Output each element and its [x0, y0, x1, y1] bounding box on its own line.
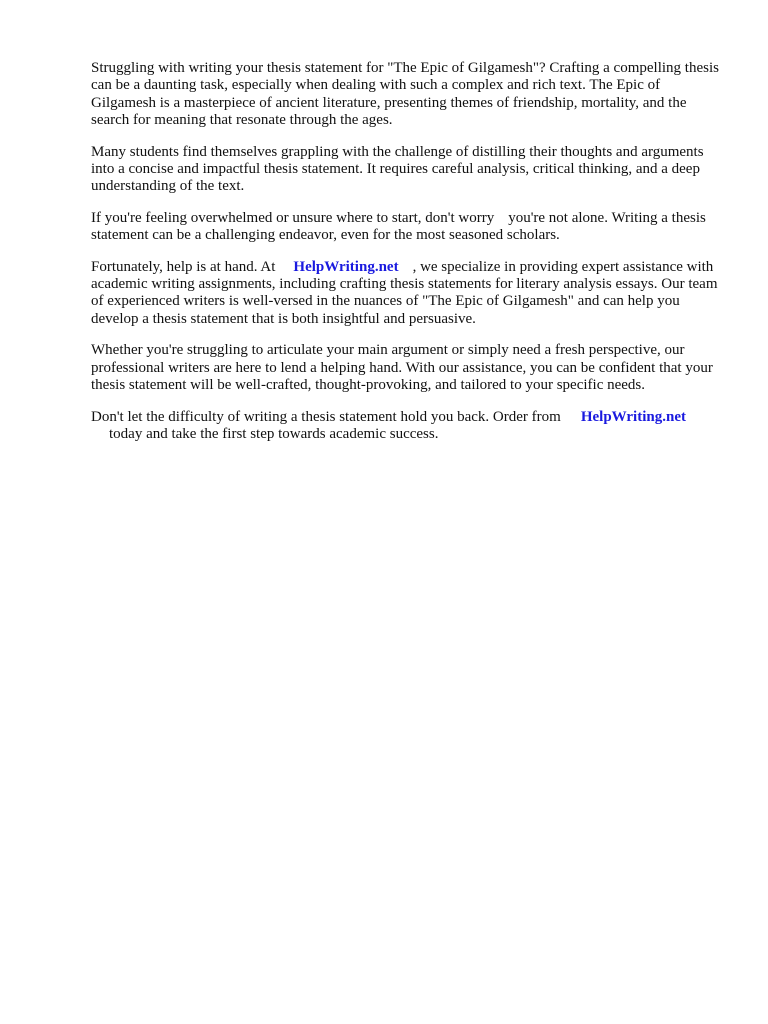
- paragraph-cta-text-b: today and take the first step towards academic success.: [109, 425, 439, 442]
- paragraph-service-text-a: Fortunately, help is at hand. At: [91, 258, 276, 275]
- paragraph-intro: [91, 60, 721, 130]
- paragraph-service: [91, 259, 721, 329]
- paragraph-service-text-b: , we specialize in providing expert assistance with academic writing assignments, including crafting thesis statements for literary analysis essays. Our team of experienced writers is well-versed in the nuances of "The Epic of Gilgamesh" and can help you develop a thesis statement that is both insightful and persuasive.: [91, 258, 718, 327]
- document-body: [91, 60, 721, 457]
- paragraph-reassurance-text-b: you're not alone. Writing a thesis statement can be a challenging endeavor, even for the most seasoned scholars.: [91, 209, 706, 244]
- paragraph-writers-text: Whether you're struggling to articulate your main argument or simply need a fresh perspective, our professional writers are here to lend a helping hand. With our assistance, you can be confident that your thesis statement will be well-crafted, thought-provoking, and tailored to your specific needs.: [91, 342, 713, 394]
- paragraph-cta-text-a: Don't let the difficulty of writing a thesis statement hold you back. Order from: [91, 408, 561, 425]
- paragraph-reassurance-text-a: If you're feeling overwhelmed or unsure where to start, don't worry: [91, 209, 495, 226]
- paragraph-intro-text: Struggling with writing your thesis statement for "The Epic of Gilgamesh"? Crafting a compelling thesis can be a daunting task, especially when dealing with such a complex and rich text. The Epic of Gilgamesh is a masterpiece of ancient literature, presenting themes of friendship, mortality, and the search for meaning that resonate through the ages.: [91, 60, 719, 129]
- paragraph-writers: [91, 342, 721, 394]
- paragraph-reassurance: [91, 210, 721, 245]
- helpwriting-link[interactable]: HelpWriting.net: [293, 258, 399, 275]
- paragraph-cta: [91, 409, 721, 444]
- paragraph-challenge: [91, 144, 721, 196]
- paragraph-challenge-text: Many students find themselves grappling with the challenge of distilling their thoughts and arguments into a concise and impactful thesis statement. It requires careful analysis, critical thinking, and a deep understanding of the text.: [91, 143, 704, 195]
- helpwriting-link-cta[interactable]: HelpWriting.net: [580, 408, 686, 425]
